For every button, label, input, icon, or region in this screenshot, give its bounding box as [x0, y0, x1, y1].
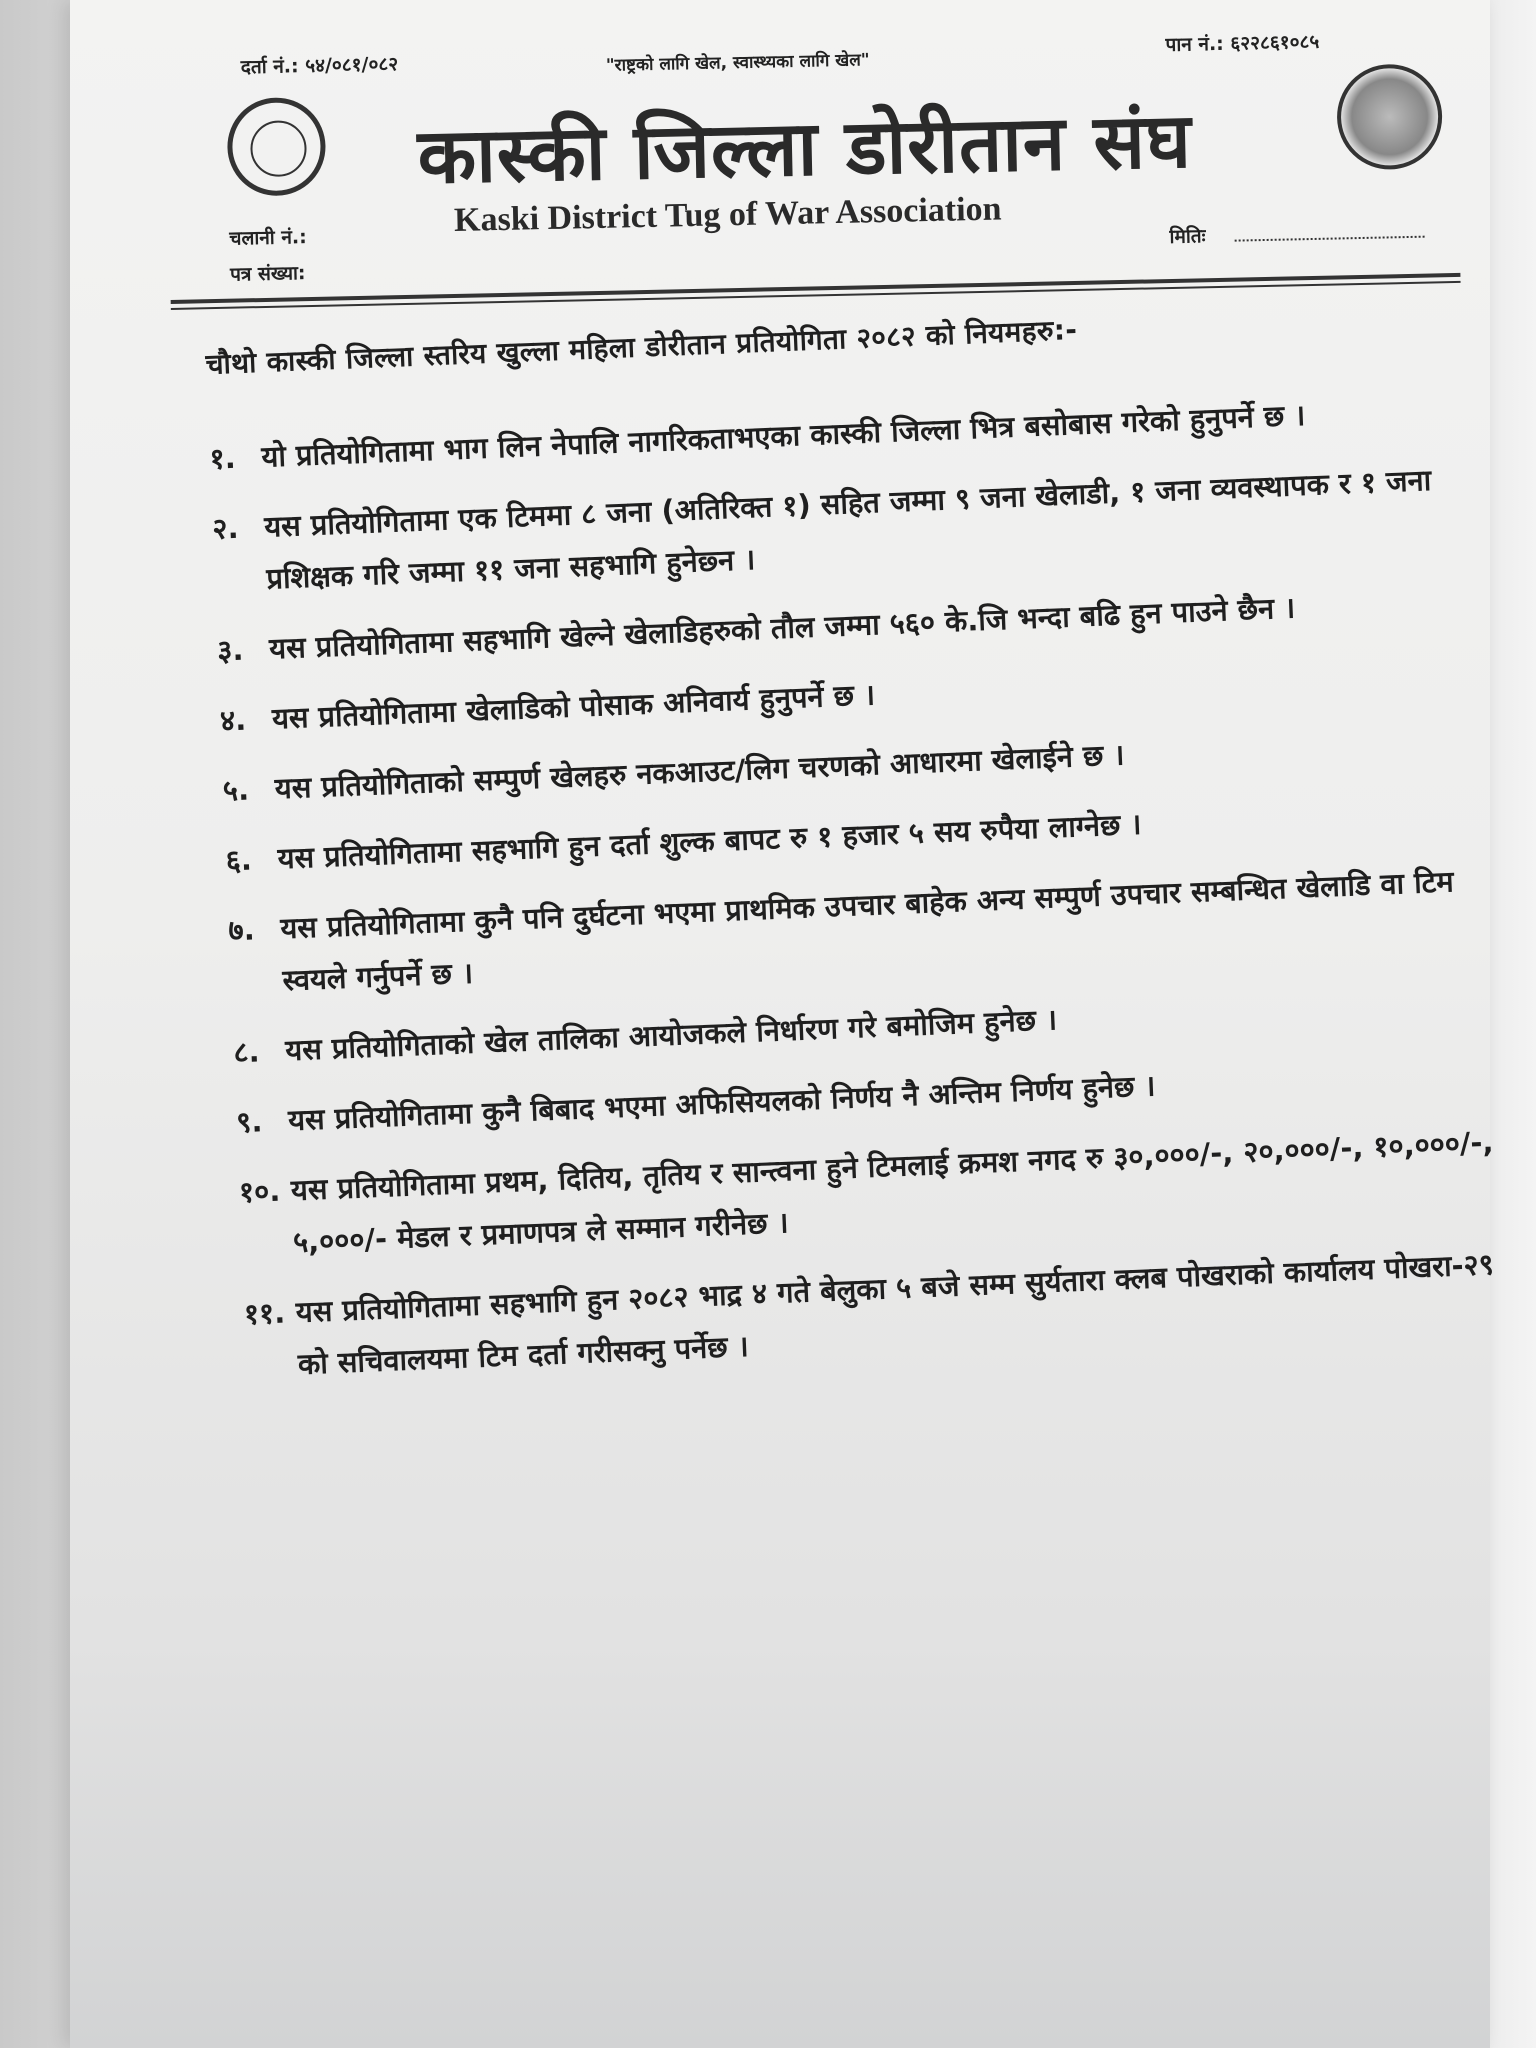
- document-body: [205, 294, 1507, 1410]
- motto: "राष्ट्रको लागि खेल, स्वास्थ्यका लागि खेल": [605, 50, 870, 76]
- rule-number: ८.: [232, 1034, 261, 1070]
- reference-number-label: पत्र संख्या:: [229, 262, 306, 286]
- rule-number: ६.: [225, 842, 253, 878]
- registration-number: दर्ता नं.: ५४/०८१/०८२: [240, 53, 399, 79]
- rule-number: २.: [211, 510, 240, 546]
- date-dotted-line: [1235, 236, 1425, 242]
- rule-text: यो प्रतियोगितामा भाग लिन नेपालि नागरिकताभएका कास्की जिल्ला भित्र बसोबास गरेको हुनुपर्ने छ ।: [260, 397, 1306, 474]
- rule-number: ५.: [222, 772, 250, 808]
- rule-number: ४.: [219, 702, 247, 738]
- rule-text: यस प्रतियोगितामा सहभागि हुन २०८२ भाद्र ४ गते बेलुका ५ बजे सम्म सुर्यतारा क्लब पोखराको कार्यालय पोखरा-२९ को सचिवालयमा टिम दर्ता गरीसक्नु पर्नेछ ।: [295, 1247, 1495, 1382]
- rule-number: १.: [208, 440, 237, 476]
- letterhead: [165, 3, 1455, 290]
- title-nepali: कास्की जिल्ला डोरीतान संघ: [416, 95, 1193, 201]
- rule-text: यस प्रतियोगितामा एक टिममा ८ जना (अतिरिक्त १) सहित जम्मा ९ जना खेलाडी, १ जना व्यवस्थापक र १ जना प्रशिक्षक गरि जम्मा ११ जना सहभागि हुनेछ्न ।: [263, 462, 1432, 596]
- rules-list: [209, 382, 1507, 1392]
- date-label: मितिः: [1169, 225, 1206, 249]
- rule-text: यस प्रतियोगितामा कुनै पनि दुर्घटना भएमा प्राथमिक उपचार बाहेक अन्य सम्पुर्ण उपचार सम्बन्धित खेलाडि वा टिम स्वयले गर्नुपर्ने छ ।: [279, 864, 1455, 998]
- rules-heading: चौथो कास्की जिल्ला स्तरिय खुल्ला महिला डोरीतान प्रतियोगिता २०८२ को नियमहरु:-: [205, 312, 1078, 381]
- rule-text: यस प्रतियोगितामा खेलाडिको पोसाक अनिवार्य हुनुपर्ने छ ।: [271, 677, 876, 736]
- rule-number: ७.: [227, 912, 256, 948]
- association-seal-icon: [226, 97, 326, 197]
- rule-text: यस प्रतियोगितामा कुनै बिबाद भएमा अफिसियलको निर्णय नै अन्तिम निर्णय हुनेछ ।: [287, 1068, 1157, 1138]
- rule-number: ९.: [235, 1104, 263, 1140]
- rule-text: यस प्रतियोगितामा प्रथम, दितिय, तृतिय र सान्त्वना हुने टिमलाई क्रमश नगद रु ३०,०००/-, २०,०००/-, १०,०००/-, ५,०००/- मेडल र प्रमाणपत्र ले सम्मान गरीनेछ ।: [290, 1124, 1495, 1260]
- rule-number: १०.: [238, 1173, 281, 1210]
- title-english: Kaski District Tug of War Association: [453, 190, 1002, 239]
- rule-text: यस प्रतियोगिताको सम्पुर्ण खेलहरु नकआउट/लिग चरणको आधारमा खेलाईने छ ।: [274, 737, 1125, 806]
- rule-number: ११.: [243, 1295, 286, 1332]
- emblem-logo-icon: [1336, 63, 1443, 170]
- pan-number: पान नं.: ६२२८६१०८५: [1165, 30, 1320, 57]
- rule-number: ३.: [216, 632, 245, 668]
- rule-text: यस प्रतियोगिताको खेल तालिका आयोजकले निर्धारण गरे बमोजिम हुनेछ ।: [284, 1002, 1058, 1068]
- rule-text: यस प्रतियोगितामा सहभागि खेल्ने खेलाडिहरुको तौल जम्मा ५६० के.जि भन्दा बढि हुन पाउने छैन ।: [268, 590, 1296, 666]
- dispatch-number-label: चलानी नं.:: [229, 226, 307, 250]
- rule-text: यस प्रतियोगितामा सहभागि हुन दर्ता शुल्क बापट रु १ हजार ५ सय रुपैया लाग्नेछ ।: [276, 806, 1143, 876]
